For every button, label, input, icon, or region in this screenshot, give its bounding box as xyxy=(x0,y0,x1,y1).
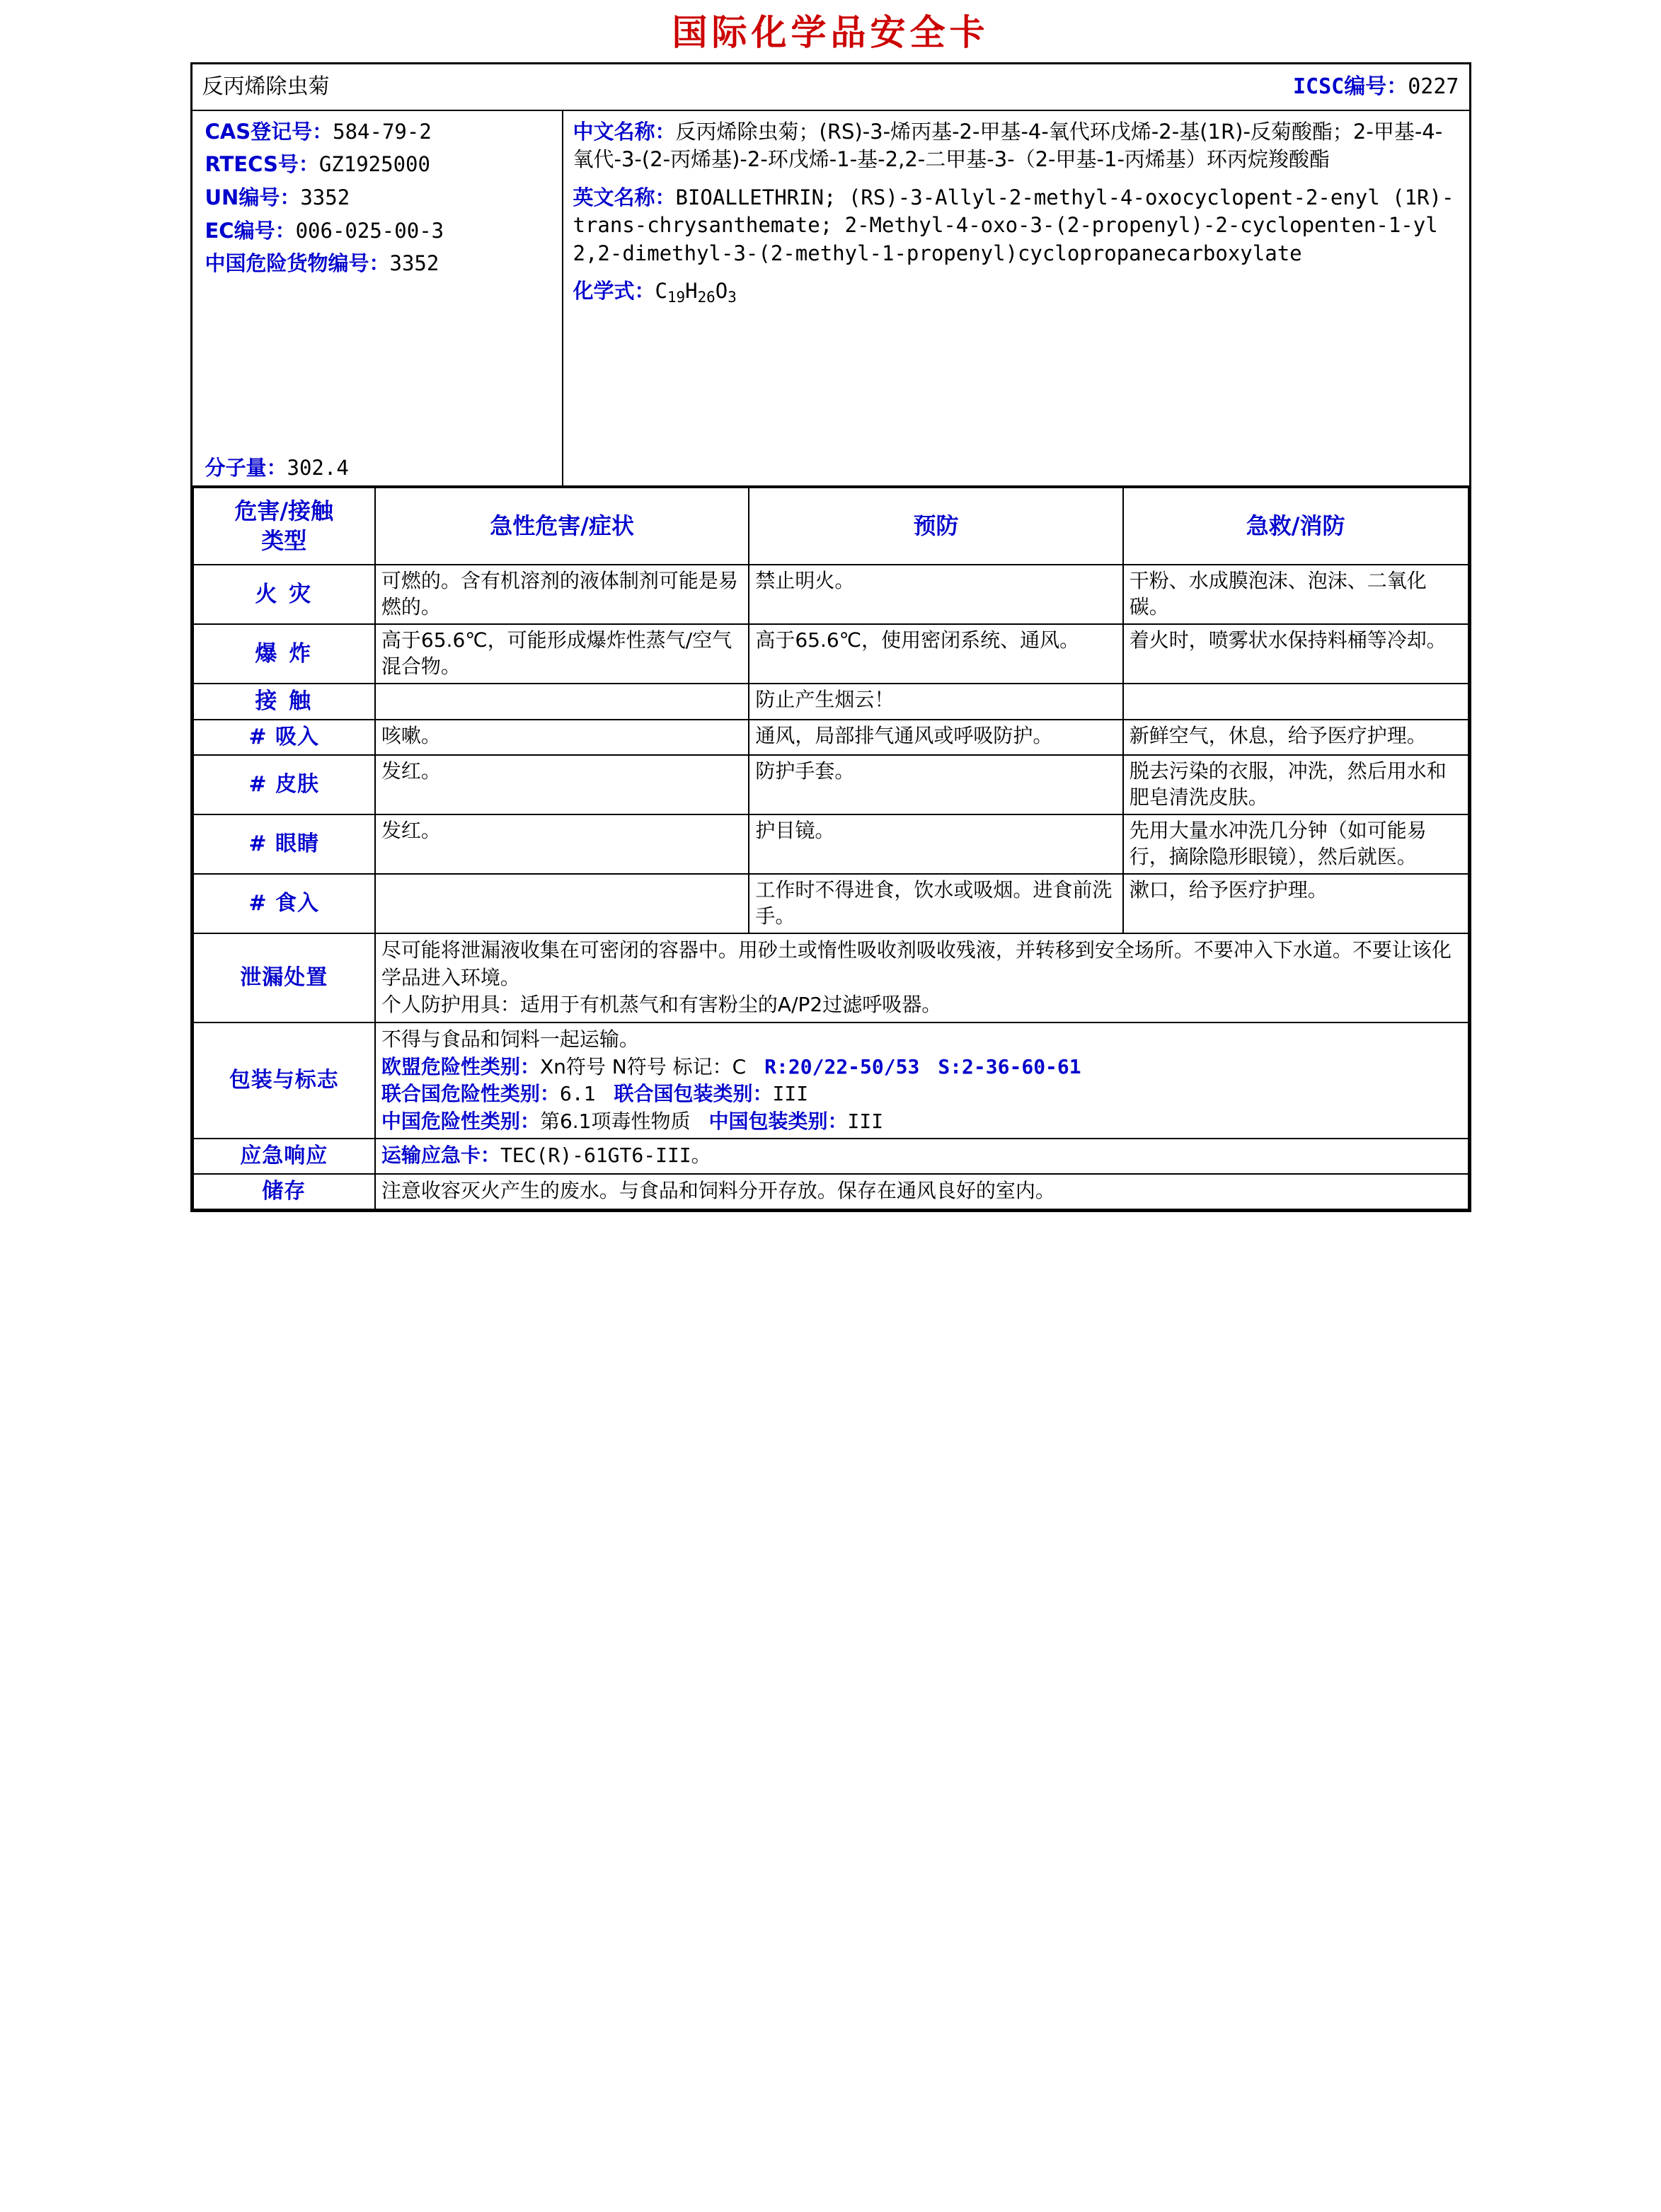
un-value: 3352 xyxy=(300,185,350,210)
identity-table xyxy=(192,111,1469,487)
ec-value: 006-025-00-3 xyxy=(295,218,444,243)
eu-class-label: 欧盟危险性类别： xyxy=(381,1054,540,1078)
packaging-eu-line xyxy=(381,1054,1462,1081)
english-name-value: BIOALLETHRIN; (RS)-3-Allyl-2-methyl-4-oxocyclopent-2-enyl (1R)-trans-chrysanthemate; 2-Methyl-4-oxo-3-(2-propenyl)-2-cyclopenten-1-yl 2,2-dimethyl-3-(2-methyl-1-propenyl)cyclopropanecarboxylate xyxy=(573,185,1454,265)
row-hazard-exposure xyxy=(375,684,749,720)
row-type-ingestion: # 食入 xyxy=(193,874,375,933)
icsc-label: ICSC编号： xyxy=(1293,74,1408,99)
row-firstaid-skin: 脱去污染的衣服，冲洗，然后用水和肥皂清洗皮肤。 xyxy=(1123,755,1469,814)
header-row xyxy=(192,64,1469,110)
header-table xyxy=(192,64,1469,111)
row-firstaid-fire: 干粉、水成膜泡沫、泡沫、二氧化碳。 xyxy=(1123,565,1469,624)
row-type-eyes: # 眼睛 xyxy=(193,814,375,874)
formula-value: $C_{19}H_{26}O_3$ xyxy=(655,279,737,306)
spillage-line-1: 尽可能将泄漏液收集在可密闭的容器中。用砂土或惰性吸收剂吸收残液，并转移到安全场所。不要冲入下水道。不要让该化学品进入环境。 xyxy=(381,938,1452,989)
row-firstaid-exposure xyxy=(1123,684,1469,720)
icsc-number-cell xyxy=(831,64,1469,110)
eu-class-value: Xn符号 N符号 标记：C xyxy=(539,1054,747,1078)
rtecs-label: RTECS号： xyxy=(205,152,319,177)
formula-label: 化学式： xyxy=(573,279,655,304)
cn-dangerous-label: 中国危险货物编号： xyxy=(205,251,390,276)
packaging-un-line xyxy=(381,1081,1462,1108)
identity-row xyxy=(192,111,1469,486)
packaging-cn-line xyxy=(381,1108,1462,1136)
molecular-weight-line xyxy=(205,454,552,482)
un-line xyxy=(205,184,552,212)
cas-value: 584-79-2 xyxy=(333,119,432,144)
table-row xyxy=(193,624,1469,684)
un-label: UN编号： xyxy=(205,185,301,210)
eu-s-phrases: S:2-36-60-61 xyxy=(938,1054,1081,1078)
storage-row xyxy=(193,1174,1469,1209)
row-hazard-inhalation: 咳嗽。 xyxy=(375,720,749,755)
cn-pack-label: 中国包装类别： xyxy=(708,1109,848,1133)
un-class-value: 6.1 xyxy=(559,1082,596,1106)
mw-value: 302.4 xyxy=(287,455,349,480)
chinese-name-label: 中文名称： xyxy=(573,119,676,144)
header-type xyxy=(193,488,375,565)
packaging-row xyxy=(193,1023,1469,1139)
transport-card-value: TEC(R)-61GT6-III。 xyxy=(500,1144,711,1168)
table-row xyxy=(193,720,1469,755)
row-prevention-fire: 禁止明火。 xyxy=(749,565,1122,624)
row-prevention-skin: 防护手套。 xyxy=(749,755,1122,814)
row-type-fire: 火 灾 xyxy=(193,565,375,624)
row-hazard-ingestion xyxy=(375,874,749,933)
cn-dangerous-value: 3352 xyxy=(389,251,439,276)
identity-left xyxy=(192,111,563,486)
hazard-table-header-row xyxy=(193,488,1469,565)
table-row xyxy=(193,874,1469,933)
eu-r-phrases: R:20/22-50/53 xyxy=(764,1054,920,1078)
cn-class-label: 中国危险性类别： xyxy=(381,1109,540,1133)
emergency-label: 应急响应 xyxy=(193,1139,375,1174)
packaging-label: 包装与标志 xyxy=(193,1023,375,1139)
row-firstaid-ingestion: 漱口，给予医疗护理。 xyxy=(1123,874,1469,933)
chinese-name-block xyxy=(573,118,1459,174)
spillage-line-2: 个人防护用具：适用于有机蒸气和有害粉尘的A/P2过滤呼吸器。 xyxy=(381,993,942,1017)
header-hazard: 急性危害/症状 xyxy=(375,488,749,565)
row-prevention-inhalation: 通风，局部排气通风或呼吸防护。 xyxy=(749,720,1122,755)
row-firstaid-inhalation: 新鲜空气，休息，给予医疗护理。 xyxy=(1123,720,1469,755)
rtecs-line xyxy=(205,151,552,178)
table-row xyxy=(193,565,1469,624)
english-name-label: 英文名称： xyxy=(573,185,676,209)
un-pack-label: 联合国包装类别： xyxy=(614,1082,773,1106)
row-hazard-eyes: 发红。 xyxy=(375,814,749,874)
un-pack-value: III xyxy=(772,1082,809,1106)
spillage-row xyxy=(193,933,1469,1023)
cas-line xyxy=(205,118,552,146)
emergency-row xyxy=(193,1139,1469,1174)
rtecs-value: GZ1925000 xyxy=(318,152,430,177)
spillage-label: 泄漏处置 xyxy=(193,933,375,1023)
row-type-explosion: 爆 炸 xyxy=(193,624,375,684)
hazard-table xyxy=(192,487,1469,1210)
spillage-content xyxy=(375,933,1469,1023)
ec-label: EC编号： xyxy=(205,218,296,243)
row-type-inhalation: # 吸入 xyxy=(193,720,375,755)
row-firstaid-explosion: 着火时，喷雾状水保持料桶等冷却。 xyxy=(1123,624,1469,684)
cn-dangerous-line xyxy=(205,250,552,277)
ec-line xyxy=(205,217,552,245)
header-type-line2: 类型 xyxy=(261,526,307,554)
row-prevention-explosion: 高于65.6℃，使用密闭系统、通风。 xyxy=(749,624,1122,684)
identity-right xyxy=(563,111,1469,486)
row-prevention-exposure: 防止产生烟云！ xyxy=(749,684,1122,720)
storage-content: 注意收容灭火产生的废水。与食品和饲料分开存放。保存在通风良好的室内。 xyxy=(375,1174,1469,1209)
row-type-skin: # 皮肤 xyxy=(193,755,375,814)
emergency-content xyxy=(375,1139,1469,1174)
chemical-name: 反丙烯除虫菊 xyxy=(192,64,831,110)
safety-card xyxy=(190,62,1471,1212)
un-class-label: 联合国危险性类别： xyxy=(381,1082,560,1106)
chinese-name-value: 反丙烯除虫菊；(RS)-3-烯丙基-2-甲基-4-氧代环戊烯-2-基(1R)-反菊酸酯；2-甲基-4-氧代-3-(2-丙烯基)-2-环戊烯-1-基-2,2-二甲基-3-（2-甲基-1-丙烯基）环丙烷羧酸酯 xyxy=(573,119,1443,172)
english-name-block xyxy=(573,184,1459,267)
cn-pack-value: III xyxy=(847,1109,884,1133)
page-title: 国际化学品安全卡 xyxy=(672,12,989,53)
row-prevention-ingestion: 工作时不得进食，饮水或吸烟。进食前洗手。 xyxy=(749,874,1122,933)
table-row xyxy=(193,814,1469,874)
table-row xyxy=(193,684,1469,720)
header-type-line1: 危害/接触 xyxy=(234,497,334,525)
row-hazard-explosion: 高于65.6℃，可能形成爆炸性蒸气/空气混合物。 xyxy=(375,624,749,684)
header-firstaid: 急救/消防 xyxy=(1123,488,1469,565)
header-prevention: 预防 xyxy=(749,488,1122,565)
mw-label: 分子量： xyxy=(205,455,287,480)
icsc-value: 0227 xyxy=(1408,74,1459,99)
row-firstaid-eyes: 先用大量水冲洗几分钟（如可能易行，摘除隐形眼镜），然后就医。 xyxy=(1123,814,1469,874)
packaging-line-1: 不得与食品和饲料一起运输。 xyxy=(381,1027,639,1051)
cn-class-value: 第6.1项毒性物质 xyxy=(539,1109,691,1133)
row-type-exposure: 接 触 xyxy=(193,684,375,720)
row-hazard-skin: 发红。 xyxy=(375,755,749,814)
packaging-content xyxy=(375,1023,1469,1139)
storage-label: 储存 xyxy=(193,1174,375,1209)
row-prevention-eyes: 护目镜。 xyxy=(749,814,1122,874)
transport-card-label: 运输应急卡： xyxy=(381,1144,500,1168)
row-hazard-fire: 可燃的。含有机溶剂的液体制剂可能是易燃的。 xyxy=(375,565,749,624)
cas-label: CAS登记号： xyxy=(205,119,333,144)
formula-block xyxy=(573,277,1459,308)
table-row xyxy=(193,755,1469,814)
